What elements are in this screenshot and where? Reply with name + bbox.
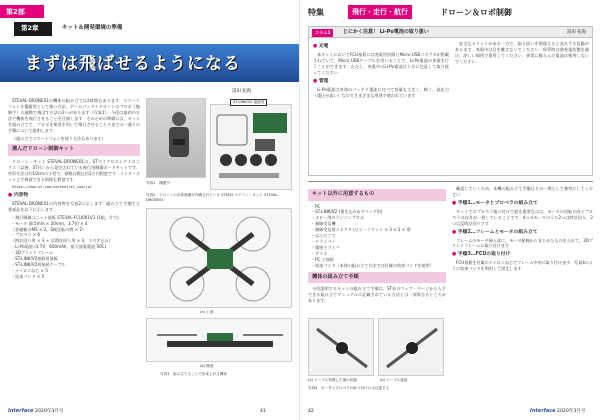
url-text[interactable]: https://www.st.com/content/st_com/ja/ [12,184,93,189]
step3-heading: ● 手順3…FCUの取り付け [452,252,593,259]
kit-paragraph: ドローン・キット STEVAL-DRONE01は，STマイクロエレクトロニクス（以後，ST社）から発売されている飛行用制御ボードキットです．外形寸法は約10cmの小型で，価格は税込約1万円程度です．インターネット上で検索できる情報も豊富です． [8,158,140,182]
manage-body: Li-Po電池は寿命のバッテリ電池に比べて容量も大きく，軽く，高出力（電圧が高い）なのでさまざまな用途で使われています． [313,86,449,98]
list-item: ・精密ドライバ [311,244,340,250]
list-item: ・Li-Po電池 (3.7V，600mAh，最大放電電流 30C) [11,244,107,250]
assembly-intro: 今回説明するキットの組み立て手順は，ST社のウェブ・ページから入手できる組み立てマニュアルに記載されている方法とは一部異なるところがあります． [308,286,446,304]
list-item: （時計回り用 × 3 ＋ 反時計回り用 × 3，スペア込み） [11,238,113,244]
contents-intro: STEVAL-DRONE01の内容物を写真2に示します．組み立て手順で主要部品を以下に示します． [8,200,140,212]
contents-list [8,215,140,280]
stlink-callout: ST-LINK/V2 接続用 [230,99,267,106]
left-footer [8,408,63,416]
photo-assembled-top [146,208,292,308]
photo-motor-a [308,318,374,376]
chapter-label: 第2章 [14,22,52,36]
footer-brand-right: Interface [530,408,556,415]
headline: まずは飛ばせるようになる [25,54,241,74]
section-heading-assembly: 機体の組み立て手順 [308,272,446,284]
list-item: ・モータ (8.5mm × 20mm，3.7V) × 4 [11,220,88,226]
prep-list [308,204,446,269]
list-item: ・PC [311,203,321,209]
part-label: 第2部 [0,5,44,18]
column-box [308,26,593,176]
list-item: ・無線受信用コネクタ (ピン・ソケット × 3 × 1 × 4) [311,227,411,233]
photo3b-caption: (b) 側面 [200,364,214,368]
right-col1 [308,186,446,306]
charge-heading: ● 充電 [313,44,449,51]
photo3a-caption: (a) 上面 [200,310,214,314]
charge-body: 本キットにおいてFCU基板には充電用回路とMicro USBコネクタが搭載されていて，Micro USBケーブルを用いることで，Li-Po電池の充電を行うことができます．ただし，充電中のLi-Po電池は十分に注意して取り扱ってください． [313,51,449,75]
column-tag: コラム1 [312,29,333,37]
kit-parts-figure [211,105,293,191]
right-col2 [452,186,593,274]
right-col2-intro: 確認していくため，本機の組み立て手順はその一例として参考にしてください． [452,186,593,197]
list-item: ・3Dプリントフレーム [11,250,54,256]
list-item: ・プロペラ × 6 [11,232,41,238]
motor-figure-b [379,319,445,377]
column-left [313,41,449,100]
column-right-body: 安全なメリットがある一方で，取り扱いを間違えると発火する危険があります．充電中は目を離さないでください．保管時は満充電状態を避け，涼しい場所で保管してください．異常に膨らんだ電池は使用しないでください． [455,41,589,64]
column-author: 冨田 拓海 [567,29,586,35]
photo3-caption: 写真3 組み立てることで出来上がる機体 [160,372,227,376]
list-item: ・ST-LINK/V2 (書き込み＆デバッグ用) [311,209,383,215]
list-item: ・ドライバー [311,239,336,245]
step2-body: フレームのモータ挿入部に，モータ配線からまとめたものを入れて，3Dプリントフレームに取り付けます． [452,237,593,249]
manage-heading: ● 管理 [313,79,449,86]
list-item: ・ST-LINK/V2用接続ケーブル [11,262,66,268]
list-item: ・はんだこて [311,233,336,239]
page-number-right: 42 [308,409,314,415]
person-figure [147,99,207,179]
feature-label: 特集 [308,8,324,17]
column-title: とにかく注意！ Li-Po電池の取り扱い [343,29,429,35]
photo4b-caption: (b) ケーブル接続 [380,378,408,382]
list-item: ・結束バンド（本体の組み立て方法では付属の結束バンドを使用） [311,262,434,268]
step1-heading: ● 手順1…モータとプロペラの組み立て [452,201,593,208]
intro-note: （組み立てスマートフォンを使う方法もあります） [12,135,106,141]
step2-heading: ● 手順2…フレームとモータの組み立て [452,230,593,237]
motor-figure-a [309,319,375,377]
right-footer [530,408,585,416]
left-column [8,98,140,280]
drone-top-figure [147,209,293,309]
step1-body: キットでのプロペラ取り付けで最も重要なのは，モータの回転方向とプロペラの向きが一致していることです．4つのモータのうち2つは時計回り，2つは反時計回りです． [452,208,593,226]
list-item: ・飛行制御ユニット基板 STEVAL-FCU001V1 (1組，片穴) [11,214,119,220]
photo-operating [146,98,206,178]
list-item: （非磁極のMS × 2，S極反転の物 × 2） [11,226,87,232]
footer-date-right: 2020年3月号 [557,409,586,415]
divider [308,181,593,182]
photo-kit-contents [210,104,292,190]
column-right [455,41,589,67]
list-item: ・PC と接続 [311,256,335,262]
feature-title: ドローン＆ロボ制御 [440,8,512,17]
photo-motor-b [378,318,444,376]
page-number-left: 41 [260,409,266,415]
author: 冨田 拓海 [232,89,252,94]
column-header [309,27,592,38]
contents-heading: ● 内容物 [8,193,140,200]
headline-banner [0,44,300,82]
photo-assembled-side [146,318,292,362]
list-item: ・無線受信機 [311,221,336,227]
list-item: ・ホビー用のラジコンプロポ [311,215,365,221]
footer-date: 2020年3月号 [35,409,64,415]
photo1-caption: 写真1 操縦中 [146,181,170,185]
list-item: ・ST-LINK/V2接続用基板 [11,256,58,262]
step3-body: FCU基板を付属のナイロンねじでフレーム中央に取り付けます．写真4のように結束バンドを利用して固定します． [452,260,593,272]
feature-tag: 飛行・走行・航行 [348,5,412,19]
right-page [300,0,600,420]
list-item: ・ナイロンねじ × 5 [11,267,49,273]
photo4-caption: 写真4 モータとプロペラの取り付けには注意する [308,386,390,390]
drone-side-figure [147,319,293,363]
intro-paragraph: STEVAL-DRONE01の機体の組み立ては2時間もあります．スマートフォンを操縦用として使い方法，ゲームパッド＋ドローンのプロポ（無線手）の連携で飛ばす方法の2つがあります（写真1）．今回は最初の方法で機体を飛行させることを目指します．そのための準備には，キットを組み立てて，プロポを使用を用いて飛行させることろまでの一通りの手順について説明します． [8,98,140,133]
chapter-title: キット＆開発環境の準備 [62,25,123,31]
footer-brand: Interface [8,408,34,415]
section-heading-prep: キット以外に用意するもの [308,189,446,201]
list-item: ・テスタ [311,250,328,256]
photo4a-caption: (a) ケーブル処理した後の状態 [308,378,357,382]
list-item: ・結束バンド × 5 [11,273,45,279]
section-heading-kit: 選んだドローン制御キット [8,144,140,156]
chapter-row [0,22,300,38]
photo2-caption: 写真2 ドローンの全体制御が内蔵されている STM32 マイコン・キット STEVAL-DRONE01 [146,193,279,202]
